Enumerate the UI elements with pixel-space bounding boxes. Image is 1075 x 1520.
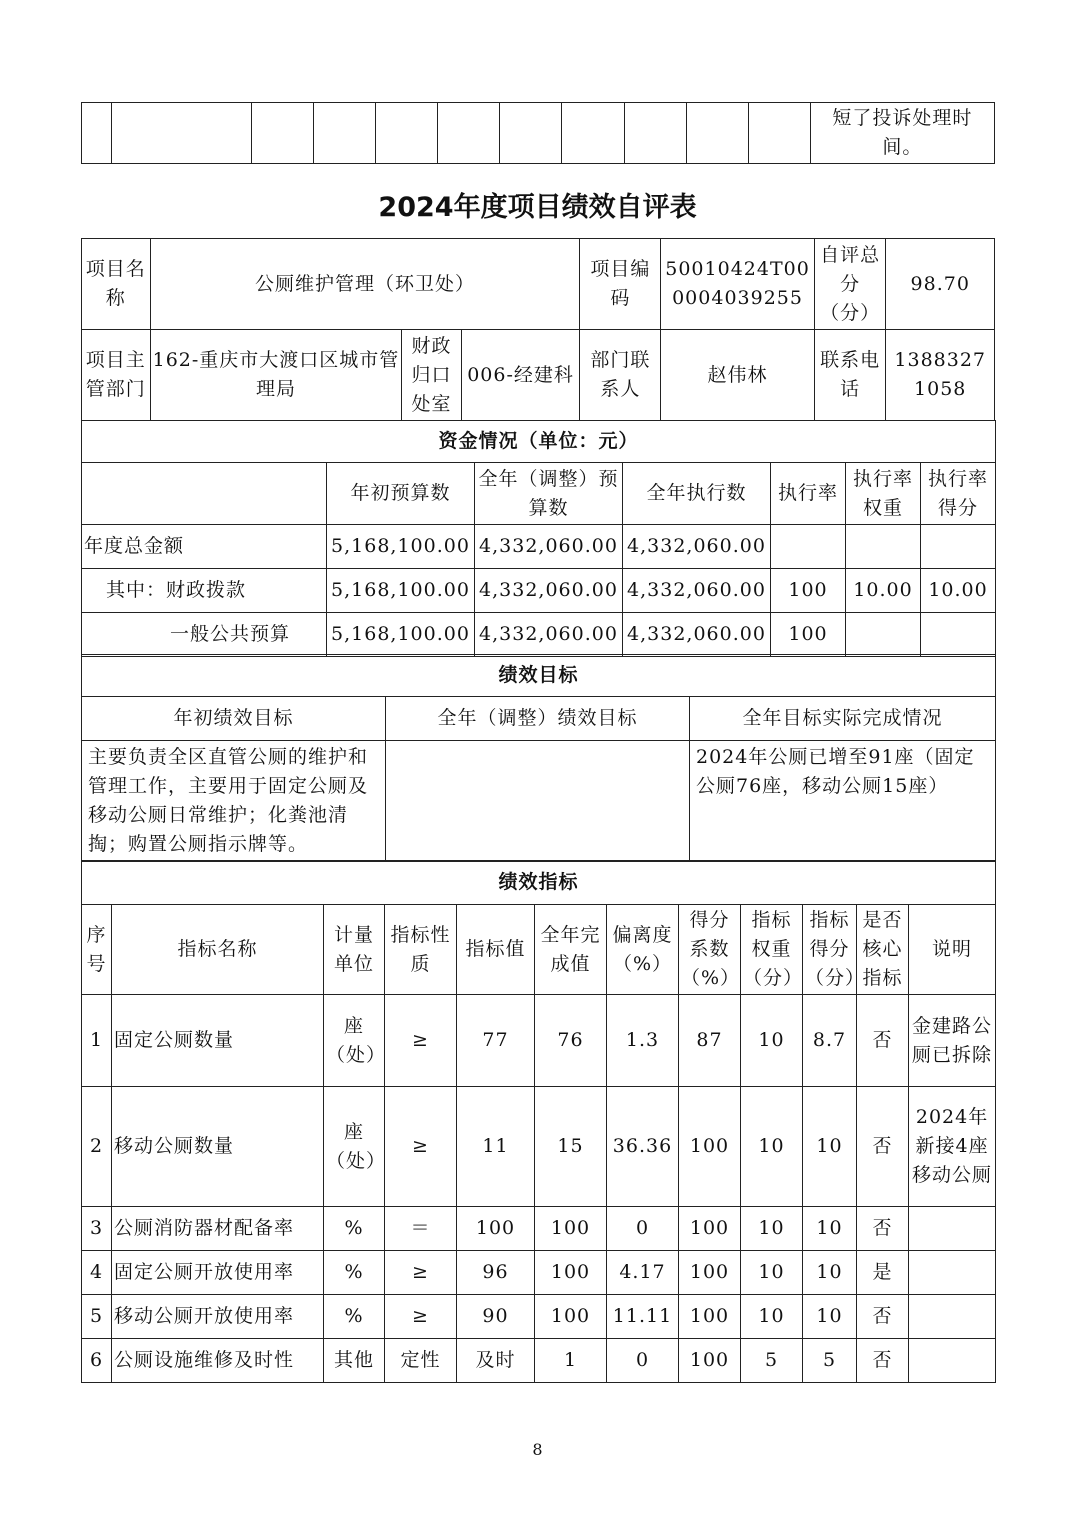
- indicator-unit: 其他: [324, 1339, 385, 1383]
- page-title: 2024年度项目绩效自评表: [378, 192, 697, 223]
- indicator-unit: %: [324, 1207, 385, 1251]
- table-row: [82, 1207, 996, 1251]
- indicator-note: 金建路公厕已拆除: [909, 995, 996, 1087]
- goals-col-actual: 全年目标实际完成情况: [690, 697, 996, 741]
- indicator-col-header: 全年完成值: [535, 905, 607, 995]
- indicator-core: 否: [857, 1295, 909, 1339]
- funds-cell: 5,168,100.00: [327, 613, 475, 657]
- funds-row-label: 年度总金额: [82, 525, 327, 569]
- contact-label: 部门联系人: [580, 330, 661, 421]
- funds-col-header: 执行率: [771, 463, 846, 525]
- indicator-name: 公厕设施维修及时性: [112, 1339, 324, 1383]
- indicator-col-header: 偏离度（%）: [607, 905, 679, 995]
- indicators-section-title: 绩效指标: [82, 861, 996, 905]
- indicator-no: 6: [82, 1339, 112, 1383]
- indicator-note: [909, 1251, 996, 1295]
- indicator-coef: 100: [679, 1251, 741, 1295]
- indicator-target: 11: [457, 1087, 535, 1207]
- indicator-no: 4: [82, 1251, 112, 1295]
- indicator-col-header: 指标性质: [385, 905, 457, 995]
- table-row: [82, 995, 996, 1087]
- indicator-col-header: 指标权重（分）: [741, 905, 803, 995]
- goals-col-adjusted: 全年（调整）绩效目标: [386, 697, 690, 741]
- indicators-table: [81, 860, 996, 1383]
- funds-cell: 4,332,060.00: [475, 525, 623, 569]
- contact: 赵伟林: [661, 330, 815, 421]
- project-code-label: 项目编码: [580, 239, 661, 330]
- indicator-score: 10: [803, 1087, 857, 1207]
- indicator-deviation: 36.36: [607, 1087, 679, 1207]
- table-row: [82, 1251, 996, 1295]
- indicator-col-header: 是否核心指标: [857, 905, 909, 995]
- funds-cell: 100: [771, 569, 846, 613]
- previous-table-last-cell: 短了投诉处理时间。: [810, 103, 994, 164]
- indicator-name: 固定公厕数量: [112, 995, 324, 1087]
- indicator-name: 固定公厕开放使用率: [112, 1251, 324, 1295]
- indicator-target: 及时: [457, 1339, 535, 1383]
- goal-actual-text: 2024年公厕已增至91座（固定公厕76座，移动公厕15座）: [690, 741, 996, 862]
- indicator-note: [909, 1339, 996, 1383]
- project-name: 公厕维护管理（环卫处）: [150, 239, 580, 330]
- indicator-coef: 100: [679, 1087, 741, 1207]
- page-number: 8: [532, 1440, 543, 1459]
- indicator-actual: 1: [535, 1339, 607, 1383]
- indicator-weight: 10: [741, 1207, 803, 1251]
- indicator-name: 公厕消防器材配备率: [112, 1207, 324, 1251]
- indicator-actual: 76: [535, 995, 607, 1087]
- funds-cell: 4,332,060.00: [623, 613, 771, 657]
- indicator-col-header: 指标值: [457, 905, 535, 995]
- indicator-name: 移动公厕开放使用率: [112, 1295, 324, 1339]
- phone-label: 联系电话: [814, 330, 886, 421]
- indicator-nature: ≥: [385, 995, 457, 1087]
- funds-row-label: 一般公共预算: [82, 613, 327, 657]
- funds-table: [81, 420, 996, 657]
- goals-table: [81, 654, 996, 862]
- indicator-note: 2024年新接4座移动公厕: [909, 1087, 996, 1207]
- indicator-note: [909, 1207, 996, 1251]
- table-row: [82, 1295, 996, 1339]
- indicator-nature: ＝: [385, 1207, 457, 1251]
- indicator-note: [909, 1295, 996, 1339]
- indicator-deviation: 11.11: [607, 1295, 679, 1339]
- phone: 13883271058: [886, 330, 995, 421]
- indicator-actual: 15: [535, 1087, 607, 1207]
- indicator-actual: 100: [535, 1207, 607, 1251]
- indicator-target: 90: [457, 1295, 535, 1339]
- funds-cell: 5,168,100.00: [327, 525, 475, 569]
- indicator-unit: %: [324, 1295, 385, 1339]
- indicator-deviation: 0: [607, 1339, 679, 1383]
- indicator-core: 否: [857, 995, 909, 1087]
- indicator-core: 否: [857, 1087, 909, 1207]
- indicator-col-header: 序号: [82, 905, 112, 995]
- funds-col-header: 全年执行数: [623, 463, 771, 525]
- indicator-col-header: 计量单位: [324, 905, 385, 995]
- goal-adjusted-text: [386, 741, 690, 862]
- indicator-coef: 100: [679, 1339, 741, 1383]
- goal-initial-text: 主要负责全区直管公厕的维护和管理工作，主要用于固定公厕及移动公厕日常维护；化粪池清掏；购置公厕指示牌等。: [82, 741, 386, 862]
- indicator-score: 10: [803, 1295, 857, 1339]
- indicator-weight: 10: [741, 995, 803, 1087]
- indicator-unit: 座（处）: [324, 1087, 385, 1207]
- indicator-coef: 100: [679, 1207, 741, 1251]
- dept: 162-重庆市大渡口区城市管理局: [150, 330, 402, 421]
- indicator-nature: ≥: [385, 1087, 457, 1207]
- indicator-weight: 10: [741, 1251, 803, 1295]
- indicator-coef: 100: [679, 1295, 741, 1339]
- indicator-weight: 5: [741, 1339, 803, 1383]
- funds-cell: [921, 525, 996, 569]
- indicator-nature: ≥: [385, 1295, 457, 1339]
- table-row: [82, 613, 996, 657]
- funds-cell: [846, 525, 921, 569]
- indicator-core: 是: [857, 1251, 909, 1295]
- indicator-core: 否: [857, 1339, 909, 1383]
- funds-row-label: 其中：财政拨款: [82, 569, 327, 613]
- indicator-col-header: 说明: [909, 905, 996, 995]
- indicator-actual: 100: [535, 1295, 607, 1339]
- funds-cell: [771, 525, 846, 569]
- funds-cell: [921, 613, 996, 657]
- funds-cell: 5,168,100.00: [327, 569, 475, 613]
- funds-col-header: 全年（调整）预算数: [475, 463, 623, 525]
- indicator-nature: ≥: [385, 1251, 457, 1295]
- indicator-deviation: 4.17: [607, 1251, 679, 1295]
- self-score-label: 自评总分（分）: [814, 239, 886, 330]
- funds-cell: [846, 613, 921, 657]
- indicator-no: 1: [82, 995, 112, 1087]
- indicator-score: 8.7: [803, 995, 857, 1087]
- indicator-target: 96: [457, 1251, 535, 1295]
- table-row: [82, 1087, 996, 1207]
- project-name-label: 项目名称: [82, 239, 151, 330]
- goals-col-initial: 年初绩效目标: [82, 697, 386, 741]
- indicator-no: 5: [82, 1295, 112, 1339]
- indicator-score: 5: [803, 1339, 857, 1383]
- funds-cell: 4,332,060.00: [623, 569, 771, 613]
- funds-cell: 4,332,060.00: [475, 569, 623, 613]
- indicator-score: 10: [803, 1207, 857, 1251]
- project-header-table: [81, 238, 995, 421]
- indicator-target: 77: [457, 995, 535, 1087]
- table-row: [82, 525, 996, 569]
- indicator-coef: 87: [679, 995, 741, 1087]
- finance-office: 006-经建科: [461, 330, 580, 421]
- funds-col-header: 执行率权重: [846, 463, 921, 525]
- funds-cell: 100: [771, 613, 846, 657]
- table-row: [82, 1339, 996, 1383]
- previous-table-tail: [81, 102, 995, 164]
- finance-label: 财政归口处室: [402, 330, 461, 421]
- funds-cell: 10.00: [846, 569, 921, 613]
- funds-cell: 4,332,060.00: [623, 525, 771, 569]
- self-score: 98.70: [886, 239, 995, 330]
- funds-col-header: 年初预算数: [327, 463, 475, 525]
- dept-label: 项目主管部门: [82, 330, 151, 421]
- indicator-actual: 100: [535, 1251, 607, 1295]
- indicator-col-header: 指标名称: [112, 905, 324, 995]
- indicator-no: 3: [82, 1207, 112, 1251]
- indicator-name: 移动公厕数量: [112, 1087, 324, 1207]
- goals-section-title: 绩效目标: [82, 655, 996, 697]
- project-code: 50010424T000004039255: [661, 239, 815, 330]
- table-row: [82, 569, 996, 613]
- indicator-deviation: 1.3: [607, 995, 679, 1087]
- indicator-col-header: 得分系数（%）: [679, 905, 741, 995]
- indicator-target: 100: [457, 1207, 535, 1251]
- indicator-weight: 10: [741, 1295, 803, 1339]
- indicator-unit: %: [324, 1251, 385, 1295]
- funds-cell: 4,332,060.00: [475, 613, 623, 657]
- indicator-core: 否: [857, 1207, 909, 1251]
- indicator-nature: 定性: [385, 1339, 457, 1383]
- indicator-col-header: 指标得分（分）: [803, 905, 857, 995]
- indicator-weight: 10: [741, 1087, 803, 1207]
- indicator-unit: 座（处）: [324, 995, 385, 1087]
- indicator-score: 10: [803, 1251, 857, 1295]
- funds-col-header: 执行率得分: [921, 463, 996, 525]
- indicator-no: 2: [82, 1087, 112, 1207]
- indicator-deviation: 0: [607, 1207, 679, 1251]
- funds-section-title: 资金情况（单位：元）: [82, 421, 996, 463]
- funds-cell: 10.00: [921, 569, 996, 613]
